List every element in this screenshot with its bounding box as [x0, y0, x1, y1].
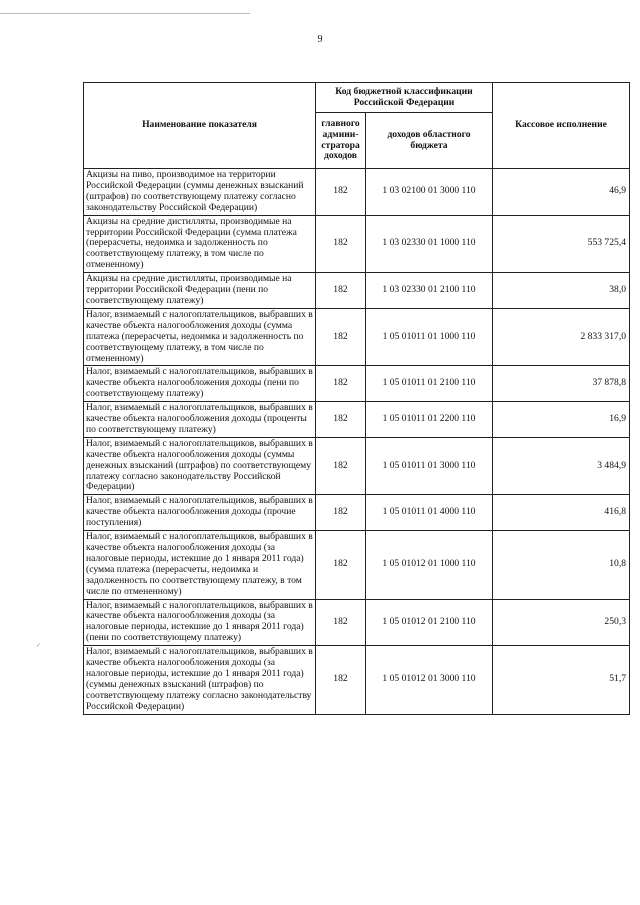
row-admin-code: 182: [316, 531, 366, 599]
row-budget-code: 1 05 01011 01 1000 110: [366, 308, 493, 366]
row-budget-code: 1 05 01012 01 1000 110: [366, 531, 493, 599]
table-row: [84, 308, 630, 366]
page-number: 9: [317, 34, 323, 45]
table-row: [84, 437, 630, 495]
row-name: Налог, взимаемый с налогоплательщиков, выбравших в качестве объекта налогообложения доходы (суммы денежных взысканий (штрафов) по соответствующему платежу согласно законодательству Российской Федерации): [84, 437, 316, 495]
row-name: Налог, взимаемый с налогоплательщиков, выбравших в качестве объекта налогообложения доходы (за налоговые периоды, истекшие до 1 января 2011 года) (пени по соответствующему платежу): [84, 599, 316, 646]
row-amount: 250,3: [493, 599, 630, 646]
row-amount: 37 878,8: [493, 366, 630, 402]
scan-top-line: [0, 13, 250, 14]
row-budget-code: 1 05 01011 01 3000 110: [366, 437, 493, 495]
row-name: Налог, взимаемый с налогоплательщиков, выбравших в качестве объекта налогообложения доходы (прочие поступления): [84, 495, 316, 531]
table-row: [84, 531, 630, 599]
table-row: [84, 599, 630, 646]
row-budget-code: 1 05 01011 01 2200 110: [366, 402, 493, 438]
row-admin-code: 182: [316, 437, 366, 495]
row-name: Акцизы на пиво, производимое на территории Российской Федерации (суммы денежных взысканий (штрафов) по соответствующему платежу согласно законодательству Российской Федерации): [84, 169, 316, 216]
row-name: Акцизы на средние дистилляты, производимые на территории Российской Федерации (пени по соответствующему платежу): [84, 273, 316, 309]
row-name: Налог, взимаемый с налогоплательщиков, выбравших в качестве объекта налогообложения доходы (за налоговые периоды, истекшие до 1 января 2011 года) (сумма платежа (перерасчеты, недоимка и задолженность по соответствующему платежу, в том числе по отмененному): [84, 531, 316, 599]
header-admin: главного админи- стратора доходов: [316, 113, 366, 169]
row-budget-code: 1 05 01012 01 2100 110: [366, 599, 493, 646]
row-name: Акцизы на средние дистилляты, производимые на территории Российской Федерации (сумма платежа (перерасчеты, недоимка и задолженность по соответствующему платежу, в том числе по отмененному): [84, 215, 316, 273]
table-body: [84, 169, 630, 715]
row-admin-code: 182: [316, 215, 366, 273]
row-amount: 51,7: [493, 646, 630, 714]
row-amount: 46,9: [493, 169, 630, 216]
row-admin-code: 182: [316, 646, 366, 714]
revenue-table: [83, 82, 630, 715]
row-name: Налог, взимаемый с налогоплательщиков, выбравших в качестве объекта налогообложения доходы (пени по соответствующему платежу): [84, 366, 316, 402]
row-budget-code: 1 03 02100 01 3000 110: [366, 169, 493, 216]
row-admin-code: 182: [316, 402, 366, 438]
table-row: [84, 495, 630, 531]
header-code-group: Код бюджетной классификации Российской Федерации: [316, 83, 493, 113]
table-row: [84, 366, 630, 402]
row-name: Налог, взимаемый с налогоплательщиков, выбравших в качестве объекта налогообложения доходы (за налоговые периоды, истекшие до 1 января 2011 года) (суммы денежных взысканий (штрафов) по соответствующему платежу согласно законодательству Российской Федерации): [84, 646, 316, 714]
row-admin-code: 182: [316, 273, 366, 309]
row-admin-code: 182: [316, 308, 366, 366]
row-amount: 553 725,4: [493, 215, 630, 273]
row-budget-code: 1 05 01011 01 4000 110: [366, 495, 493, 531]
row-amount: 16,9: [493, 402, 630, 438]
row-amount: 10,8: [493, 531, 630, 599]
row-admin-code: 182: [316, 599, 366, 646]
table-row: [84, 169, 630, 216]
row-amount: 2 833 317,0: [493, 308, 630, 366]
row-budget-code: 1 03 02330 01 1000 110: [366, 215, 493, 273]
row-name: Налог, взимаемый с налогоплательщиков, выбравших в качестве объекта налогообложения доходы (сумма платежа (перерасчеты, недоимка и задолженность по соответствующему платежу, в том числе по отмененному): [84, 308, 316, 366]
table-row: [84, 273, 630, 309]
row-amount: 38,0: [493, 273, 630, 309]
row-budget-code: 1 05 01012 01 3000 110: [366, 646, 493, 714]
row-admin-code: 182: [316, 169, 366, 216]
header-execution: Кассовое исполнение: [493, 83, 630, 169]
margin-mark: ⸝: [36, 638, 41, 648]
row-amount: 416,8: [493, 495, 630, 531]
row-admin-code: 182: [316, 366, 366, 402]
row-name: Налог, взимаемый с налогоплательщиков, выбравших в качестве объекта налогообложения доходы (проценты по соответствующему платежу): [84, 402, 316, 438]
table-row: [84, 646, 630, 714]
row-amount: 3 484,9: [493, 437, 630, 495]
header-name: Наименование показателя: [84, 83, 316, 169]
table-row: [84, 402, 630, 438]
row-budget-code: 1 05 01011 01 2100 110: [366, 366, 493, 402]
row-budget-code: 1 03 02330 01 2100 110: [366, 273, 493, 309]
header-budget: доходов областного бюджета: [366, 113, 493, 169]
table-row: [84, 215, 630, 273]
row-admin-code: 182: [316, 495, 366, 531]
